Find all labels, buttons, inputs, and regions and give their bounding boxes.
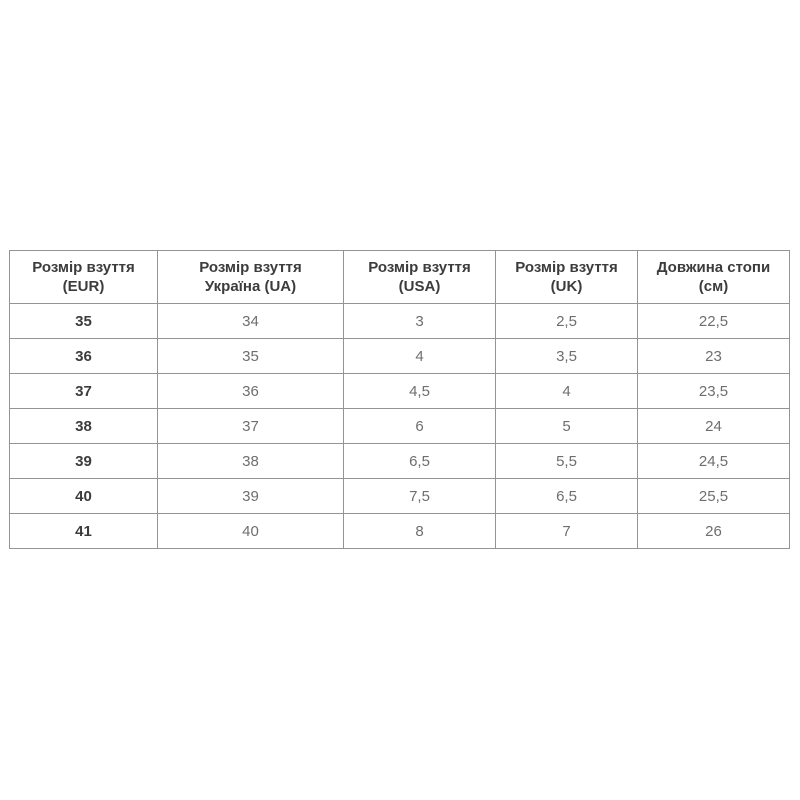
cell-uk: 4 [496,374,638,409]
cell-ua: 40 [158,514,344,549]
cell-cm: 24 [638,409,790,444]
cell-uk: 2,5 [496,304,638,339]
column-header-cm [638,251,790,304]
table-row [10,304,790,339]
cell-eur: 37 [10,374,158,409]
column-header-sublabel: (UK) [550,278,583,295]
cell-ua: 36 [158,374,344,409]
column-header-sublabel: (см) [698,278,729,295]
cell-cm: 23 [638,339,790,374]
cell-eur: 35 [10,304,158,339]
column-header-label: Розмір взуття [199,259,302,276]
cell-usa: 3 [344,304,496,339]
cell-ua: 38 [158,444,344,479]
column-header-usa [344,251,496,304]
table-row [10,514,790,549]
cell-ua: 39 [158,479,344,514]
cell-usa: 7,5 [344,479,496,514]
cell-ua: 37 [158,409,344,444]
table-row [10,374,790,409]
cell-cm: 26 [638,514,790,549]
table-row [10,339,790,374]
column-header-label: Розмір взуття [368,259,471,276]
column-header-sublabel: (EUR) [62,278,105,295]
column-header-label: Довжина стопи [656,259,771,276]
cell-cm: 22,5 [638,304,790,339]
table-row [10,409,790,444]
cell-ua: 35 [158,339,344,374]
cell-eur: 36 [10,339,158,374]
column-header-label: Розмір взуття [515,259,618,276]
cell-usa: 4 [344,339,496,374]
table-row [10,444,790,479]
cell-ua: 34 [158,304,344,339]
cell-eur: 41 [10,514,158,549]
cell-usa: 4,5 [344,374,496,409]
cell-cm: 23,5 [638,374,790,409]
cell-usa: 6,5 [344,444,496,479]
cell-usa: 8 [344,514,496,549]
column-header-label: Розмір взуття [32,259,135,276]
column-header-ua [158,251,344,304]
cell-uk: 6,5 [496,479,638,514]
cell-uk: 7 [496,514,638,549]
cell-eur: 39 [10,444,158,479]
table-header-row [10,251,790,304]
column-header-sublabel: (USA) [398,278,441,295]
cell-uk: 5,5 [496,444,638,479]
cell-uk: 3,5 [496,339,638,374]
cell-usa: 6 [344,409,496,444]
table-row [10,479,790,514]
column-header-eur [10,251,158,304]
cell-eur: 38 [10,409,158,444]
cell-cm: 24,5 [638,444,790,479]
cell-cm: 25,5 [638,479,790,514]
cell-uk: 5 [496,409,638,444]
column-header-uk [496,251,638,304]
column-header-sublabel: Україна (UA) [204,278,297,295]
size-conversion-table [9,250,790,549]
cell-eur: 40 [10,479,158,514]
